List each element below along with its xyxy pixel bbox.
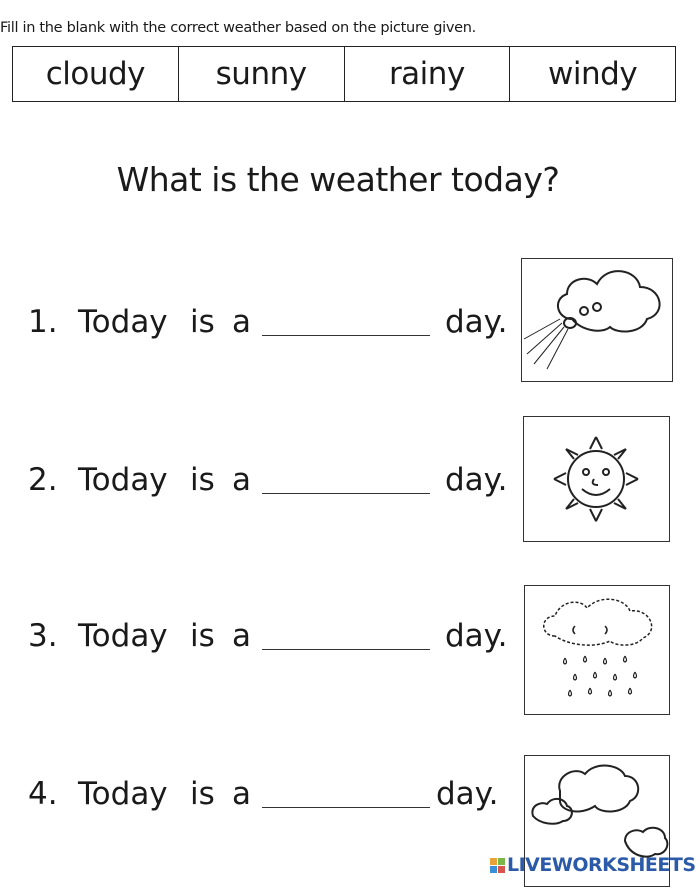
liveworksheets-logo bbox=[490, 854, 696, 876]
question-row bbox=[28, 300, 518, 344]
logo-icon bbox=[490, 858, 505, 873]
question-text: a bbox=[232, 462, 251, 498]
sun-icon bbox=[523, 416, 670, 542]
answer-input[interactable] bbox=[262, 303, 430, 336]
question-text: Today bbox=[78, 618, 168, 654]
answer-input[interactable] bbox=[262, 461, 430, 494]
question-number: 3. bbox=[28, 618, 58, 654]
question-row bbox=[28, 772, 518, 816]
question-row bbox=[28, 458, 518, 502]
logo-text: LIVEWORKSHEETS bbox=[507, 854, 696, 876]
question-text: Today bbox=[78, 462, 168, 498]
question-text: is bbox=[190, 304, 215, 340]
question-number: 1. bbox=[28, 304, 58, 340]
word-bank-item: rainy bbox=[345, 47, 511, 101]
question-number: 4. bbox=[28, 776, 58, 812]
question-row bbox=[28, 614, 518, 658]
question-text: a bbox=[232, 618, 251, 654]
question-text: Today bbox=[78, 304, 168, 340]
word-bank-item: sunny bbox=[179, 47, 345, 101]
answer-input[interactable] bbox=[262, 617, 430, 650]
question-text: a bbox=[232, 304, 251, 340]
word-bank-item: windy bbox=[548, 56, 638, 92]
answer-input[interactable] bbox=[262, 775, 430, 808]
rain-cloud-icon bbox=[524, 585, 670, 715]
question-text: is bbox=[190, 462, 215, 498]
question-text: day. bbox=[436, 776, 499, 812]
question-text: a bbox=[232, 776, 251, 812]
instruction: Fill in the blank with the correct weather based on the picture given. bbox=[0, 20, 476, 36]
question-text: day. bbox=[445, 462, 508, 498]
windy-cloud-icon bbox=[521, 258, 673, 382]
word-bank-item: cloudy bbox=[13, 47, 179, 101]
question-number: 2. bbox=[28, 462, 58, 498]
word-bank bbox=[12, 46, 676, 102]
question-text: is bbox=[190, 776, 215, 812]
question-text: Today bbox=[78, 776, 168, 812]
question-text: day. bbox=[445, 304, 508, 340]
question-text: day. bbox=[445, 618, 508, 654]
question-text: is bbox=[190, 618, 215, 654]
page-title: What is the weather today? bbox=[116, 160, 560, 199]
